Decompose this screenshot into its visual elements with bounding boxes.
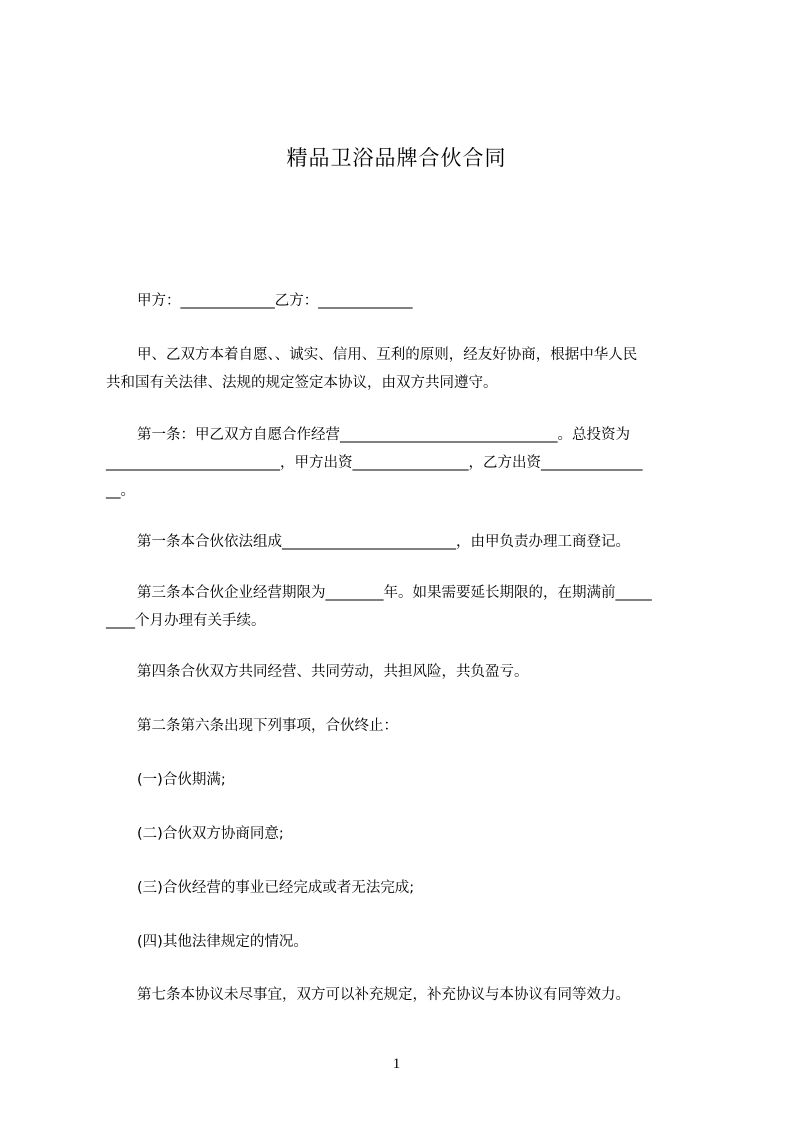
termination-item-4: (四)其他法律规定的情况。 bbox=[137, 934, 308, 950]
article-3-line-2: ____个月办理有关手续。 bbox=[106, 613, 266, 629]
article-1-line-3: __。 bbox=[106, 483, 135, 499]
termination-item-2: (二)合伙双方协商同意; bbox=[137, 826, 284, 842]
termination-item-3: (三)合伙经营的事业已经完成或者无法完成; bbox=[137, 880, 415, 896]
article-1-line-1: 第一条：甲乙双方自愿合作经营______________________________。总投资为 bbox=[137, 427, 630, 443]
page-number: 1 bbox=[392, 1056, 401, 1072]
preamble-line-1: 甲、乙双方本着自愿、、诚实、信用、互利的原则，经友好协商，根据中华人民 bbox=[137, 347, 638, 363]
article-6-line: 第二条第六条出现下列事项，合伙终止： bbox=[137, 718, 398, 734]
article-4-line: 第四条合伙双方共同经营、共同劳动，共担风险，共负盈亏。 bbox=[137, 664, 529, 680]
article-3-line-1: 第三条本合伙企业经营期限为________年。如果需要延长期限的，在期满前_____ bbox=[137, 585, 652, 601]
parties-line: 甲方：_____________乙方：_____________ bbox=[137, 293, 413, 309]
article-1-line-2: ________________________，甲方出资________________，乙方出资______________ bbox=[106, 455, 643, 471]
article-7-line: 第七条本协议未尽事宜，双方可以补充规定，补充协议与本协议有同等效力。 bbox=[137, 987, 630, 1003]
preamble-line-2: 共和国有关法律、法规的规定签定本协议，由双方共同遵守。 bbox=[106, 375, 498, 391]
article-2-line: 第一条本合伙依法组成________________________，由甲负责办理工商登记。 bbox=[137, 534, 630, 550]
document-title: 精品卫浴品牌合伙合同 bbox=[286, 146, 507, 170]
termination-item-1: (一)合伙期满; bbox=[137, 772, 226, 788]
